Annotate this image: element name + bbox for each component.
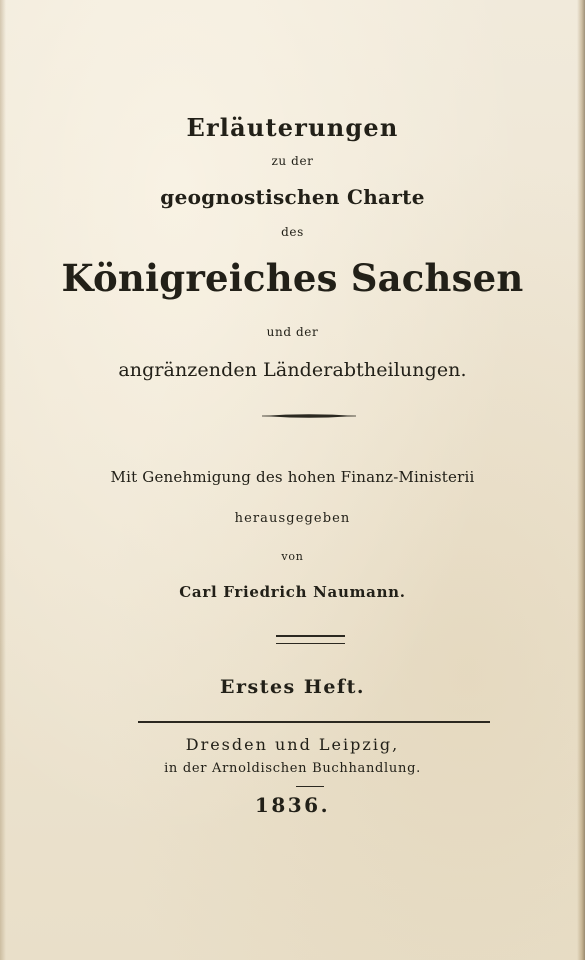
year-rule	[296, 786, 324, 787]
double-rule-divider	[276, 635, 345, 644]
title-line-2: zu der	[271, 154, 314, 168]
part-label: Erstes Heft.	[220, 676, 365, 698]
approval-line: Mit Genehmigung des hohen Finanz-Ministerii	[110, 468, 475, 486]
edited-line: herausgegeben	[234, 511, 351, 526]
title-line-4: des	[281, 225, 304, 239]
title-main: Königreiches Sachsen	[61, 256, 524, 300]
imprint-rule	[138, 721, 490, 723]
by-line: von	[281, 550, 304, 563]
imprint-publisher: in der Arnoldischen Buchhandlung.	[164, 761, 421, 776]
title-line-3: geognostischen Charte	[160, 185, 425, 209]
swell-rule-icon	[262, 409, 356, 423]
imprint-cities: Dresden und Leipzig,	[185, 735, 400, 754]
title-line-1: Erläuterungen	[186, 113, 399, 142]
title-line-7: angränzenden Länderabtheilungen.	[118, 359, 467, 381]
author-name: Carl Friedrich Naumann.	[179, 583, 406, 601]
title-line-6: und der	[266, 325, 319, 339]
imprint-year: 1836.	[254, 793, 331, 817]
